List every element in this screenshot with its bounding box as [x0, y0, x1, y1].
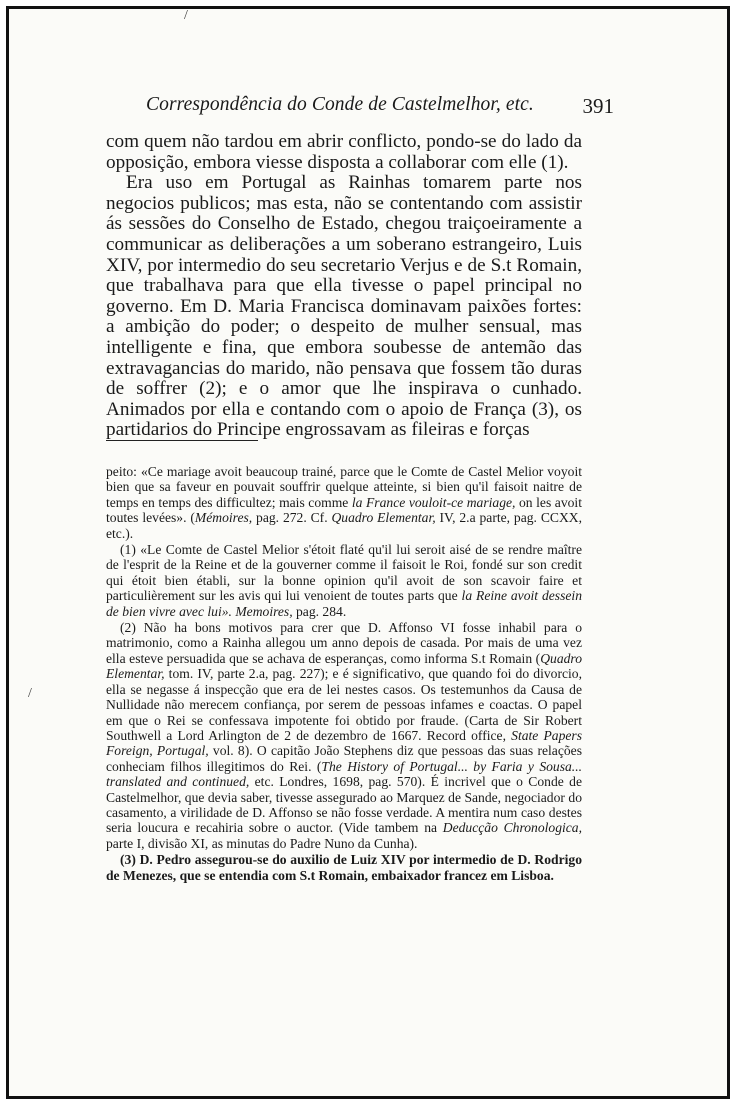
- note-italic: la France vouloit-ce mariage,: [351, 494, 516, 510]
- note-text: tom. IV, parte 2.a, pag. 227); e é significativo, que quando foi do divorcio, ella se negasse á inspecção que era de lei nestes casos. Os testemunhos da Causa de Nullidade não merecem confiança, por serem de pessoas infames e coactas. O papel em que o Rei se confessava impotente foi obtido por fraude. (Carta de Sir Robert Southwell a Lord Arlington de 2 de dezembro de 1667. Record office,: [106, 666, 582, 743]
- footnote-separator: [106, 440, 258, 441]
- note-text: (1) «Le Comte de Castel Melior s'étoit flaté qu'il lui seroit aisé de se rendre maître de l'esprit de la Reine et de la gouverner comme il faisoit le Roi, fondé sur son credit qui étoit bien établi, sur la bonne opinion qu'il avoit de son scavoir faire et particulièrement sur les avis qui lui venoient de toutes parts que: [106, 542, 582, 604]
- page-number: 391: [582, 94, 614, 118]
- note-text: vol. 8). O capitão João Stephens diz que pessoas das suas relações conheciam filhos illegitimos do Rei. (: [106, 743, 582, 774]
- note-italic: Quadro Elementar,: [106, 650, 582, 682]
- page-header: [106, 94, 614, 124]
- note-italic: Deducção Chronologica,: [442, 820, 583, 836]
- footnote-2: [106, 620, 582, 851]
- footnote-1: [106, 542, 582, 619]
- note-italic: The History of Portugal... by Faria y Sousa... translated and continued,: [106, 758, 582, 790]
- margin-mark: /: [28, 686, 32, 701]
- running-title: Correspondência do Conde de Castelmelhor, etc.: [146, 94, 534, 115]
- paragraph-1: com quem não tardou em abrir conflicto, pondo-se do lado da opposição, embora viesse disposta a collaborar com elle (1).: [106, 131, 582, 173]
- note-text: (2) Não ha bons motivos para crer que D. Affonso VI fosse inhabil para o matrimonio, como a Rainha allegou um anno depois de casada. Por mais de uma vez ella esteve persuadida que se achava de esperanças, como informa S.t Romain (: [106, 620, 582, 666]
- note-italic: Mémoires,: [194, 510, 253, 526]
- note-text: pag. 284.: [292, 603, 347, 619]
- note-text: on les avoit toutes levées». (: [106, 494, 582, 526]
- note-italic: State Papers Foreign, Portugal,: [106, 727, 582, 759]
- note-italic: la Reine avoit dessein de bien vivre avec lui».: [106, 588, 582, 619]
- footnotes: [106, 464, 582, 884]
- note-italic: Memoires,: [235, 603, 293, 619]
- body-text: [106, 132, 582, 441]
- note-text: peito: «Ce mariage avoit beaucoup trainé, parce que le Comte de Castel Melior voyoit bien que sa faveur en pouvait souffrir quelque atteinte, si bien qu'il faisoit naitre de temps en temps des difficultez; mais comme: [106, 464, 582, 510]
- note-italic: Quadro Elementar,: [331, 510, 436, 526]
- footnote-continuation: [106, 464, 582, 541]
- note-text: pag. 272. Cf.: [252, 510, 332, 526]
- note-text: parte I, divisão XI, as minutas do Padre Nuno da Cunha).: [106, 835, 418, 851]
- paragraph-2: Era uso em Portugal as Rainhas tomarem parte nos negocios publicos; mas esta, não se contentando com assistir ás sessões do Conselho de Estado, chegou traiçoeiramente a communicar as deliberações a um soberano estrangeiro, Luis XIV, por intermedio do seu secretario Verjus e de S.t Romain, que trabalhava para que ella tivesse o papel principal no governo. Em D. Maria Francisca dominavam paixões fortes: a ambição do poder; o despeito de mulher sensual, mas intelligente e fina, que embora soubesse de antemão das extravagancias do marido, não pensava que fossem tão duras de soffrer (2); e o amor que lhe inspirava o cunhado. Animados por ella e contando com o apoio de França (3), os partidarios do Principe engrossavam as fileiras e forças: [106, 172, 582, 441]
- top-mark: /: [184, 8, 188, 23]
- footnote-3: (3) D. Pedro assegurou-se do auxilio de Luiz XIV por intermedio de D. Rodrigo de Menezes, que se entendia com S.t Romain, embaixador francez em Lisboa.: [106, 852, 582, 883]
- note-text: etc. Londres, 1698, pag. 570). É incrivel que o Conde de Castelmelhor, que devia saber, tivesse assegurado ao Marquez de Sande, negociador do casamento, a virilidade de D. Affonso se não fosse verdade. A mentira num caso destes seria loucura e recahiria sobre o auctor. (Vide tambem na: [106, 774, 582, 836]
- note-text: IV, 2.a parte, pag. CCXX, etc.).: [106, 510, 582, 541]
